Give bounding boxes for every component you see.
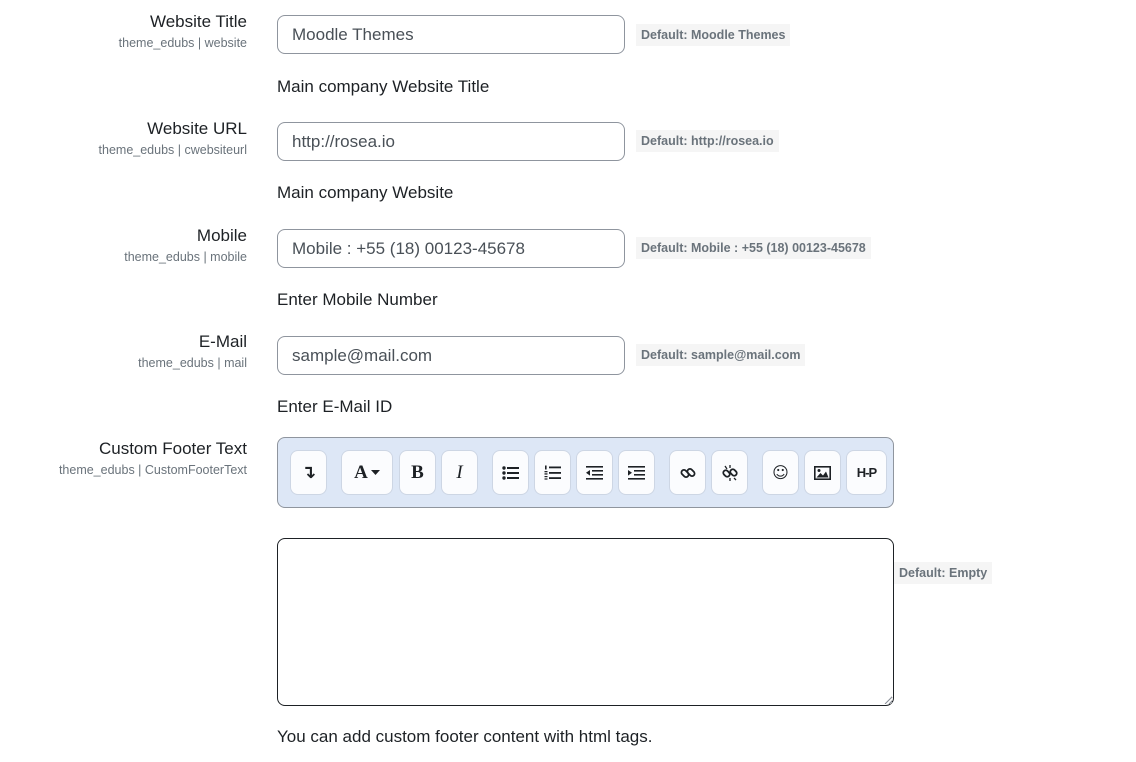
setting-key: theme_edubs | CustomFooterText bbox=[58, 463, 247, 477]
mobile-input[interactable] bbox=[277, 229, 625, 268]
default-value: Default: http://rosea.io bbox=[636, 130, 779, 152]
toolbar-expand-button[interactable] bbox=[290, 450, 327, 495]
setting-key: theme_edubs | mail bbox=[138, 356, 247, 370]
toolbar-h5p-button[interactable] bbox=[846, 450, 887, 495]
setting-title: Website Title bbox=[149, 12, 247, 31]
h5p-icon: H-P bbox=[856, 465, 877, 480]
setting-description: Enter Mobile Number bbox=[277, 290, 438, 309]
toolbar-outdent-button[interactable] bbox=[576, 450, 613, 495]
setting-label-mobile bbox=[0, 226, 247, 265]
link-icon bbox=[680, 465, 696, 481]
emoji-icon: ☺ bbox=[772, 463, 789, 482]
numbered-list-icon bbox=[544, 465, 561, 480]
unlink-icon bbox=[722, 465, 738, 481]
setting-label-email bbox=[0, 332, 247, 371]
toolbar-indent-button[interactable] bbox=[618, 450, 655, 495]
custom-footer-editor[interactable] bbox=[277, 538, 894, 706]
font-style-icon: A bbox=[354, 462, 380, 484]
setting-label-website-url bbox=[0, 119, 247, 158]
setting-title: E-Mail bbox=[198, 332, 247, 351]
toolbar-link-button[interactable] bbox=[669, 450, 706, 495]
toolbar-italic-button[interactable] bbox=[441, 450, 478, 495]
setting-description: Main company Website bbox=[277, 183, 454, 202]
toolbar-ordered-list-button[interactable] bbox=[534, 450, 571, 495]
setting-title: Mobile bbox=[196, 226, 247, 245]
website-title-input[interactable] bbox=[277, 15, 625, 54]
default-value: Default: Mobile : +55 (18) 00123-45678 bbox=[636, 237, 871, 259]
setting-title: Website URL bbox=[147, 119, 247, 138]
setting-label-custom-footer bbox=[0, 439, 247, 478]
setting-description: You can add custom footer content with html tags. bbox=[277, 727, 653, 746]
default-value: Default: Moodle Themes bbox=[636, 24, 790, 46]
toolbar-bold-button[interactable] bbox=[399, 450, 436, 495]
default-value: Default: sample@mail.com bbox=[636, 344, 805, 366]
setting-description: Main company Website Title bbox=[277, 77, 490, 96]
bullet-list-icon bbox=[502, 466, 519, 480]
toolbar-image-button[interactable] bbox=[804, 450, 841, 495]
setting-title: Custom Footer Text bbox=[98, 439, 247, 458]
default-value: Default: Empty bbox=[894, 562, 992, 584]
setting-label-website-title bbox=[0, 12, 247, 51]
editor-toolbar bbox=[277, 437, 894, 508]
toolbar-unordered-list-button[interactable] bbox=[492, 450, 529, 495]
setting-key: theme_edubs | cwebsiteurl bbox=[98, 143, 247, 157]
resize-handle-icon[interactable] bbox=[884, 696, 892, 704]
setting-key: theme_edubs | mobile bbox=[124, 250, 247, 264]
toolbar-emoji-button[interactable] bbox=[762, 450, 799, 495]
italic-icon: I bbox=[456, 461, 463, 483]
email-input[interactable] bbox=[277, 336, 625, 375]
setting-key: theme_edubs | website bbox=[118, 36, 247, 50]
toolbar-unlink-button[interactable] bbox=[711, 450, 748, 495]
outdent-icon bbox=[586, 466, 603, 480]
toolbar-paragraph-style-button[interactable] bbox=[341, 450, 393, 495]
bold-icon: B bbox=[411, 461, 424, 483]
collapse-arrow-icon: ↴ bbox=[300, 462, 317, 483]
indent-icon bbox=[628, 466, 645, 480]
image-icon bbox=[814, 466, 831, 480]
setting-description: Enter E-Mail ID bbox=[277, 397, 393, 416]
website-url-input[interactable] bbox=[277, 122, 625, 161]
